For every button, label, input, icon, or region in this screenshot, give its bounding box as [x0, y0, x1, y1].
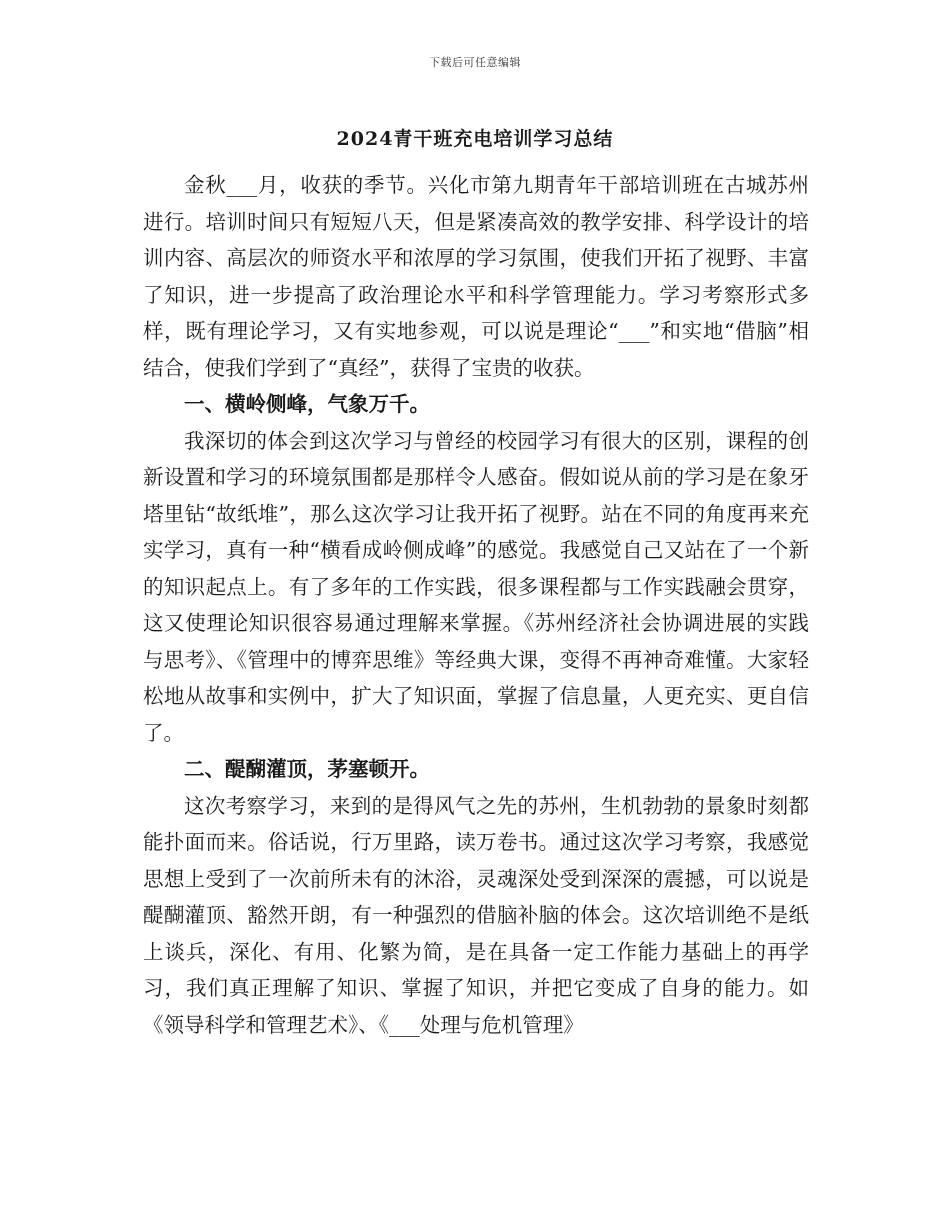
- document-title: 2024青干班充电培训学习总结: [336, 128, 614, 150]
- intro-paragraph: 金秋___月，收获的季节。兴化市第九期青年干部培训班在古城苏州进行。培训时间只有短短八天，但是紧凑高效的教学安排、科学设计的培训内容、高层次的师资水平和浓厚的学习氛围，使我们开拓了视野、丰富了知识，进一步提高了政治理论水平和科学管理能力。学习考察形式多样，既有理论学习，又有实地参观，可以说是理论“___”和实地“借脑”相结合，使我们学到了“真经”，获得了宝贵的收获。: [143, 173, 809, 380]
- section-2-heading: 二、醍醐灌顶，茅塞顿开。: [184, 757, 430, 781]
- document-body: [143, 167, 809, 1043]
- section-1-heading: 一、横岭侧峰，气象万千。: [184, 392, 430, 416]
- section-1-paragraph: 我深切的体会到这次学习与曾经的校园学习有很大的区别，课程的创新设置和学习的环境氛围都是那样令人感奋。假如说从前的学习是在象牙塔里钻“故纸堆”，那么这次学习让我开拓了视野。站在不同的角度再来充实学习，真有一种“横看成岭侧成峰”的感觉。我感觉自己又站在了一个新的知识起点上。有了多年的工作实践，很多课程都与工作实践融会贯穿，这又使理论知识很容易通过理解来掌握。《苏州经济社会协调进展的实践与思考》、《管理中的博弈思维》等经典大课，变得不再神奇难懂。大家轻松地从故事和实例中，扩大了知识面，掌握了信息量，人更充实、更自信了。: [143, 428, 809, 745]
- section-2-paragraph: 这次考察学习，来到的是得风气之先的苏州，生机勃勃的景象时刻都能扑面而来。俗话说，行万里路，读万卷书。通过这次学习考察，我感觉思想上受到了一次前所未有的沐浴，灵魂深处受到深深的震撼，可以说是醍醐灌顶、豁然开朗，有一种强烈的借脑补脑的体会。这次培训绝不是纸上谈兵，深化、有用、化繁为简，是在具备一定工作能力基础上的再学习，我们真正理解了知识、掌握了知识，并把它变成了自身的能力。如《领导科学和管理艺术》、《___处理与危机管理》: [143, 793, 809, 1037]
- header-note: 下载后可任意编辑: [429, 56, 521, 69]
